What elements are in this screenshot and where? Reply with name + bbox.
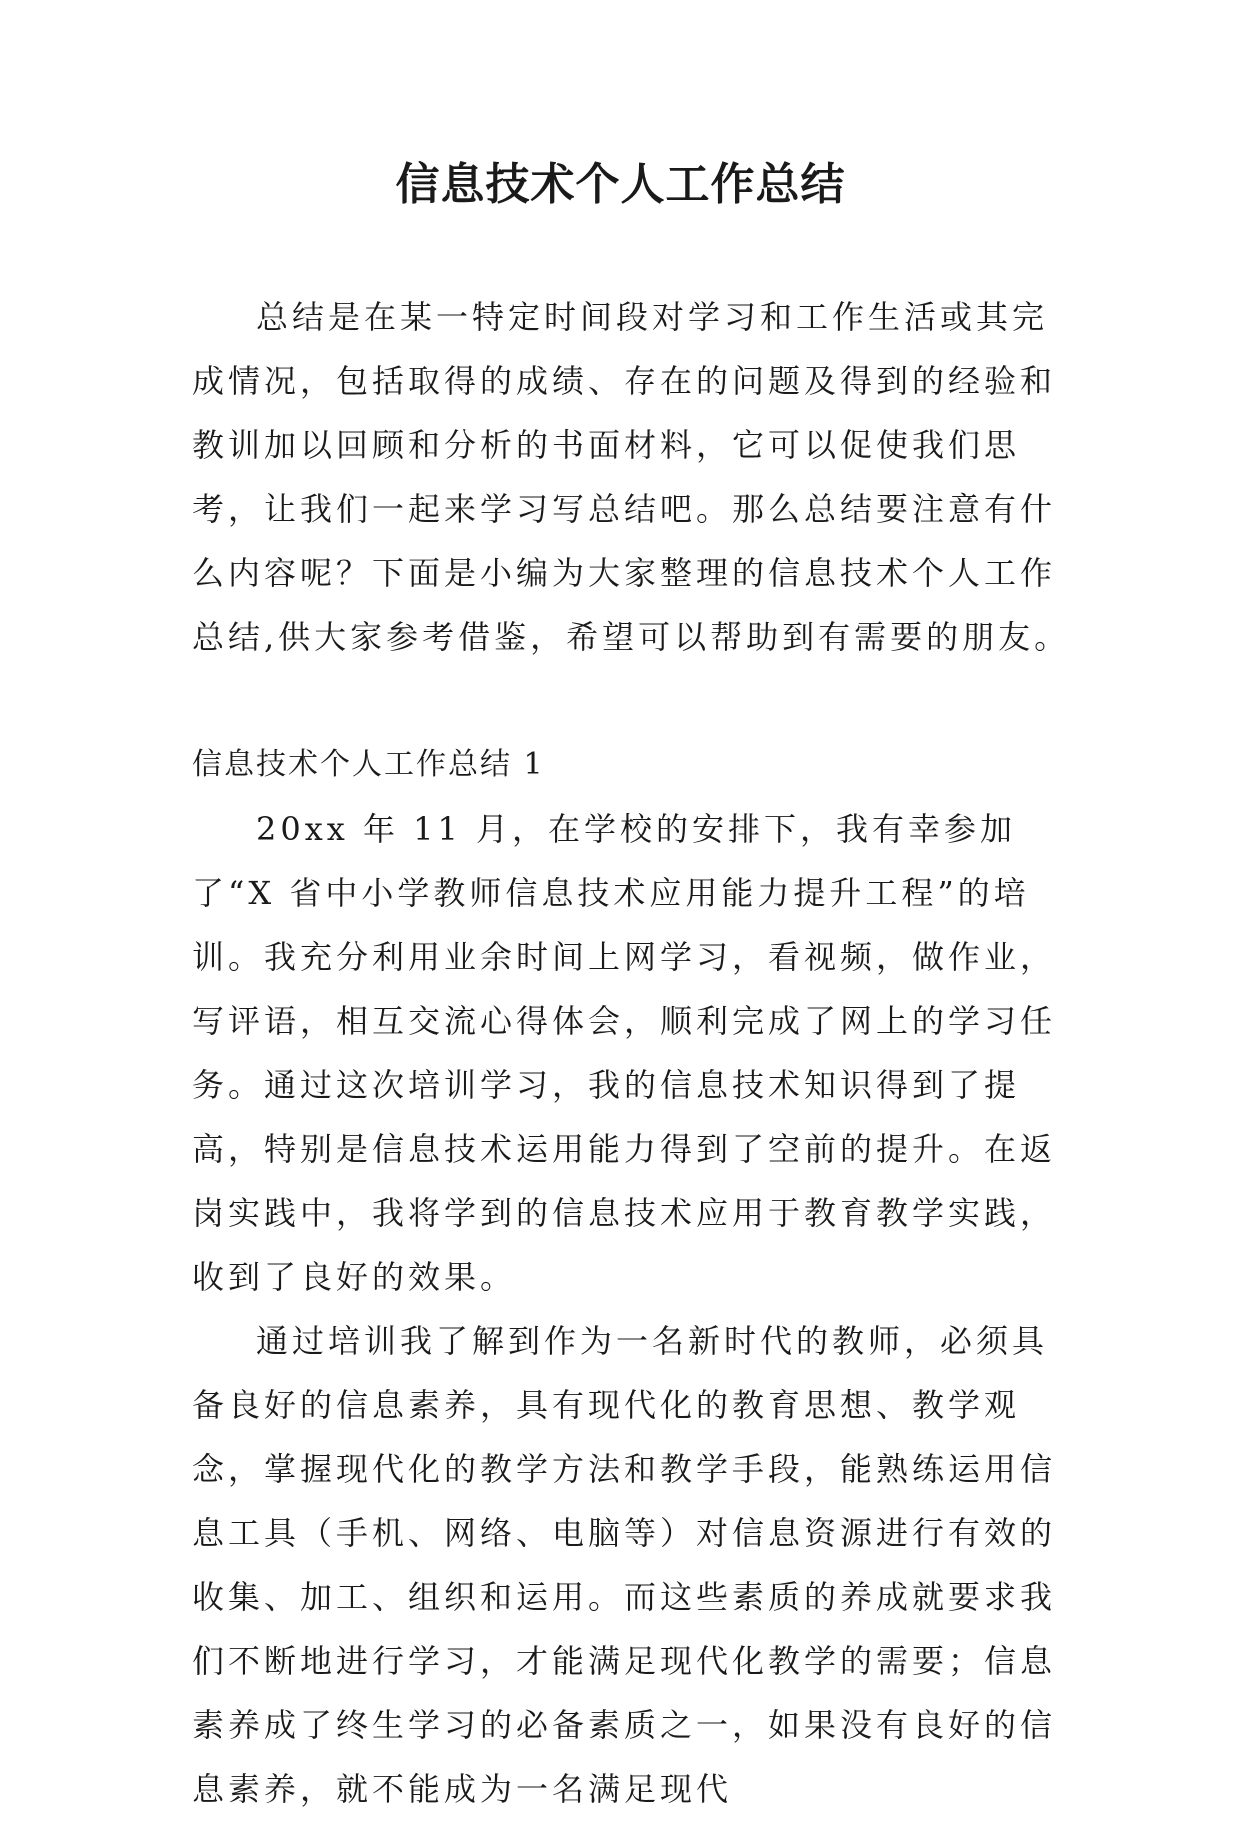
- intro-paragraph: 总结是在某一特定时间段对学习和工作生活或其完成情况，包括取得的成绩、存在的问题及得到的经验和教训加以回顾和分析的书面材料，它可以促使我们思考，让我们一起来学习写总结吧。那么总结要注意有什么内容呢？下面是小编为大家整理的信息技术个人工作总结,供大家参考借鉴，希望可以帮助到有需要的朋友。: [192, 298, 1071, 656]
- body-paragraph-2: 通过培训我了解到作为一名新时代的教师，必须具备良好的信息素养，具有现代化的教育思想、教学观念，掌握现代化的教学方法和教学手段，能熟练运用信息工具（手机、网络、电脑等）对信息资源进行有效的收集、加工、组织和运用。而这些素质的养成就要求我们不断地进行学习，才能满足现代化教学的需要；信息素养成了终生学习的必备素质之一，如果没有良好的信息素养，就不能成为一名满足现代: [192, 1322, 1057, 1808]
- document-body: [192, 285, 1072, 1821]
- body-paragraph-1: 20xx 年 11 月，在学校的安排下，我有幸参加了“X 省中小学教师信息技术应用能力提升工程”的培训。我充分利用业余时间上网学习，看视频，做作业，写评语，相互交流心得体会，顺利完成了网上的学习任务。通过这次培训学习，我的信息技术知识得到了提高，特别是信息技术运用能力得到了空前的提升。在返岗实践中，我将学到的信息技术应用于教育教学实践，收到了良好的效果。: [192, 810, 1057, 1296]
- document-title: 信息技术个人工作总结: [395, 159, 846, 210]
- section-heading: 信息技术个人工作总结 1: [192, 747, 545, 782]
- section-spacer: [192, 669, 1072, 733]
